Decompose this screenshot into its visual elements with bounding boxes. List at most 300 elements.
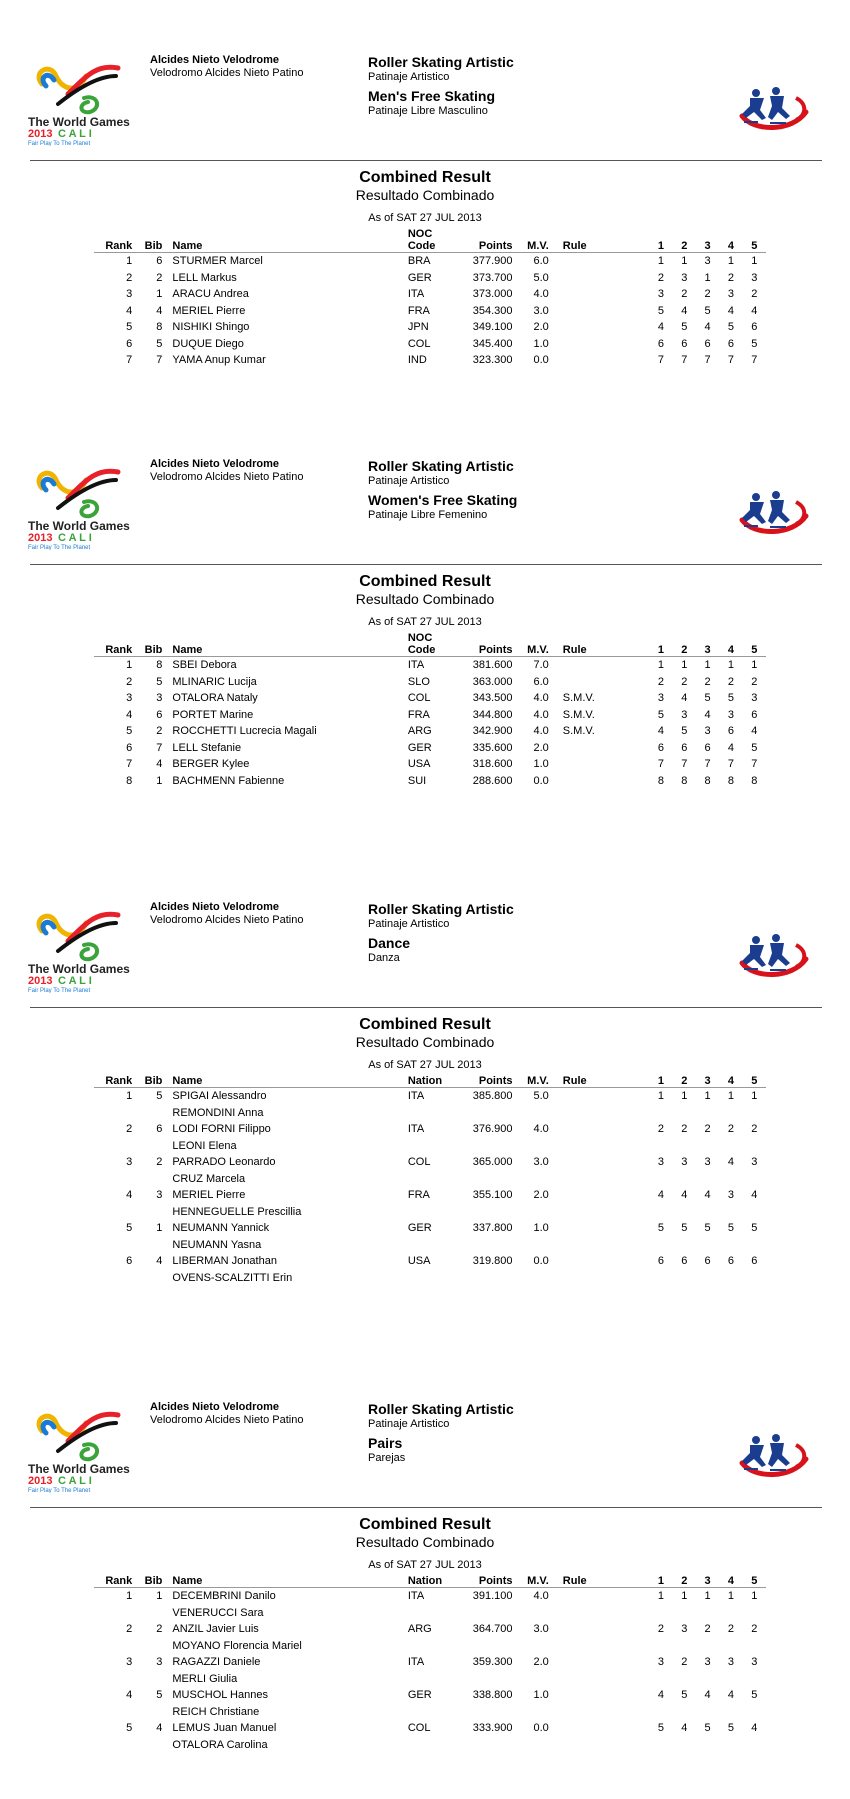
country-cell [408,352,460,369]
judge-2-cell [673,352,696,369]
as-of-date: As of SAT 27 JUL 2013 [368,1559,482,1571]
bib-cell [132,1720,162,1753]
points-cell-value: 319.800 [472,1255,513,1267]
points-cell [460,1154,512,1187]
bib-cell [132,1154,162,1187]
bib-cell-value: 6 [156,1123,163,1135]
judge-5-cell-value: 1 [751,1590,758,1602]
judge-2-cell-value: 6 [681,741,688,754]
rule-cell [563,1121,613,1154]
points-cell [460,723,512,740]
judge-4-cell [719,270,742,287]
name-cell-value: LELL Markus [172,271,237,284]
judge-1-cell [649,1253,672,1286]
judge-5-cell [743,740,766,757]
results-table [94,228,766,369]
venue-name: Alcides Nieto Velodrome [150,1401,279,1413]
name-cell-value: LIBERMAN Jonathan [172,1255,277,1267]
event-block [368,901,514,965]
points-cell [460,674,512,691]
bib-cell-value: 6 [156,708,163,721]
judge-3-cell [696,303,719,320]
rank-cell [94,286,132,303]
judge-3-cell-value: 6 [704,1255,711,1267]
name-cell [162,303,407,320]
judge-5-cell [743,1121,766,1154]
svg-text:2013: 2013 [28,975,53,987]
world-games-logo-icon [28,1401,136,1493]
mv-cell [512,1154,562,1187]
mv-cell [512,1621,562,1654]
judge-2-cell [673,253,696,270]
judge-2-cell-value: 2 [681,675,688,688]
table-row [94,773,766,790]
judge-5-cell-value: 5 [751,337,758,350]
name-cell [162,1154,407,1187]
judge-1-cell-value: 6 [657,337,665,350]
mv-cell-value: 3.0 [533,1156,549,1168]
judge-5-cell-value: 4 [751,1189,758,1201]
name-cell-value: ROCCHETTI Lucrecia Magali [172,725,317,737]
bib-cell [132,723,162,740]
rank-cell [94,336,132,353]
bib-cell [132,253,162,270]
svg-text:C A L I: C A L I [58,975,92,987]
points-cell-value: 391.100 [472,1590,513,1602]
judge-2-cell [673,1654,696,1687]
judge-2-cell-value: 7 [681,354,688,366]
table-row [94,1654,766,1687]
table-row [94,723,766,740]
judge-1-cell [649,1088,672,1122]
country-cell [408,1621,460,1654]
judge-1-cell [649,336,672,353]
judge-2-cell [673,1187,696,1220]
points-cell-value: 337.800 [472,1222,513,1234]
result-title-block [0,168,850,204]
bib-cell [132,690,162,707]
spacer-cell [613,1720,649,1753]
judge-3-cell [696,1687,719,1720]
bib-cell-value: 2 [156,1623,163,1635]
judge-1-cell [649,1220,672,1253]
spacer-cell [613,1220,649,1253]
as-of-date: As of SAT 27 JUL 2013 [368,212,482,224]
mv-cell-value: 2.0 [533,1656,549,1668]
col-judge-1: 1 [657,1575,665,1587]
country-cell [408,1654,460,1687]
name-cell [162,707,407,724]
rule-cell [563,286,613,303]
name-cell-value: LEMUS Juan Manuel [172,1722,277,1734]
rule-cell [563,1720,613,1753]
judge-2-cell-value: 5 [681,1689,688,1701]
points-cell [460,286,512,303]
col-bib: Bib [144,1075,163,1087]
judge-3-cell [696,1220,719,1253]
rank-cell [94,319,132,336]
judge-3-cell-value: 3 [704,1156,711,1168]
col-country: Nation [407,1075,443,1087]
judge-1-cell-value: 1 [657,255,665,267]
col-points: Points [478,1075,513,1087]
judge-4-cell [719,1588,742,1622]
judge-3-cell [696,690,719,707]
judge-3-cell-value: 6 [704,337,711,350]
judge-3-cell [696,352,719,369]
judge-5-cell-value: 1 [751,659,758,671]
judge-2-cell-value: 1 [681,255,688,267]
points-cell [460,336,512,353]
judge-5-cell [743,773,766,790]
bib-cell [132,756,162,773]
country-cell [408,773,460,790]
bib-cell-value: 2 [156,725,163,737]
judge-2-cell [673,319,696,336]
judge-5-cell [743,756,766,773]
event-name-es: Patinaje Libre Masculino [368,105,488,117]
judge-5-cell [743,1154,766,1187]
judge-2-cell-value: 5 [681,725,688,737]
judge-4-cell [719,756,742,773]
mv-cell-value: 5.0 [533,1090,549,1102]
rule-cell [563,723,613,740]
rank-cell [94,707,132,724]
judge-4-cell-value: 2 [727,1623,734,1635]
judge-4-cell [719,1187,742,1220]
country-cell-value: ITA [407,659,425,671]
judge-5-cell [743,303,766,320]
mv-cell-value: 2.0 [533,321,549,333]
name-cell [162,1588,407,1622]
partner-name: CRUZ Marcela [172,1172,246,1185]
judge-3-cell [696,270,719,287]
mv-cell [512,1588,562,1622]
judge-5-cell [743,674,766,691]
col-judge-2: 2 [681,644,688,656]
mv-cell [512,773,562,790]
judge-1-cell-value: 1 [657,659,665,671]
judge-2-cell [673,336,696,353]
judge-4-cell [719,657,742,674]
col-noc-line1: NOC [407,228,433,240]
judge-3-cell-value: 7 [704,758,711,770]
col-name: Name [172,240,203,252]
judge-2-cell-value: 4 [681,692,688,704]
mv-cell [512,1687,562,1720]
country-cell [408,723,460,740]
judge-4-cell [719,303,742,320]
table-row [94,1253,766,1286]
rank-cell [94,756,132,773]
judge-4-cell-value: 6 [727,1255,734,1267]
points-cell [460,657,512,674]
name-cell [162,1621,407,1654]
rank-cell-value: 2 [126,271,133,284]
result-title-es: Resultado Combinado [355,187,495,203]
rule-cell [563,773,613,790]
name-cell-value: STURMER Marcel [172,255,263,267]
roller-skating-federation-logo-icon [736,1433,810,1481]
judge-4-cell-value: 5 [727,1222,734,1234]
judge-3-cell [696,674,719,691]
judge-1-cell-value: 5 [657,708,665,721]
judge-2-cell-value: 2 [681,1656,688,1668]
judge-3-cell-value: 4 [704,708,711,721]
table-header-row [94,228,766,253]
country-cell [408,740,460,757]
bib-cell-value: 5 [156,675,163,688]
table-row [94,1720,766,1753]
points-cell [460,1253,512,1286]
judge-4-cell-value: 7 [727,354,734,366]
table-row [94,1154,766,1187]
points-cell [460,1187,512,1220]
name-cell-value: DECEMBRINI Danilo [172,1590,276,1602]
rule-cell [563,657,613,674]
name-cell [162,1654,407,1687]
judge-1-cell-value: 5 [657,304,665,317]
rule-cell-value: S.M.V. [562,692,595,704]
col-country: Nation [407,1575,443,1587]
judge-5-cell [743,1588,766,1622]
spacer-cell [613,1588,649,1622]
judge-1-cell-value: 3 [657,692,665,704]
partner-name: MERLI Giulia [172,1672,238,1685]
judge-3-cell [696,319,719,336]
name-cell-value: SPIGAI Alessandro [172,1090,267,1102]
bib-cell-value: 4 [156,304,163,317]
spacer-cell [613,1621,649,1654]
judge-5-cell-value: 4 [751,1722,758,1734]
name-cell-value: YAMA Anup Kumar [172,354,266,366]
event-block [368,1401,514,1465]
rank-cell-value: 8 [126,774,133,787]
spacer-cell [613,690,649,707]
points-cell-value: 377.900 [472,255,513,267]
bib-cell-value: 1 [156,288,163,300]
points-cell [460,303,512,320]
mv-cell [512,756,562,773]
judge-2-cell [673,756,696,773]
country-cell [408,690,460,707]
points-cell-value: 335.600 [472,741,513,754]
table-row [94,286,766,303]
judge-3-cell [696,1621,719,1654]
judge-4-cell-value: 8 [727,774,734,787]
name-cell-value: BERGER Kylee [172,758,250,770]
judge-4-cell [719,352,742,369]
mv-cell-value: 1.0 [533,758,549,770]
judge-3-cell-value: 3 [704,255,711,267]
name-cell [162,690,407,707]
rank-cell [94,1720,132,1753]
judge-4-cell-value: 4 [727,1689,734,1701]
event-name: Men's Free Skating [368,88,496,104]
table-row [94,1588,766,1622]
judge-1-cell [649,690,672,707]
judge-2-cell [673,286,696,303]
col-judge-3: 3 [704,644,711,656]
judge-1-cell [649,1654,672,1687]
event-name: Dance [368,935,411,951]
rule-cell [563,1588,613,1622]
table-row [94,1088,766,1122]
judge-3-cell-value: 3 [704,725,711,737]
bib-cell [132,270,162,287]
judge-2-cell [673,1720,696,1753]
judge-4-cell-value: 5 [727,321,734,333]
judge-3-cell-value: 6 [704,741,711,754]
svg-text:C A L I: C A L I [58,1475,92,1487]
judge-2-cell [673,270,696,287]
partner-name: REMONDINI Anna [172,1106,264,1119]
event-name: Pairs [368,1435,403,1451]
partner-name: HENNEGUELLE Prescillia [172,1205,302,1218]
rule-cell [563,352,613,369]
rank-cell [94,773,132,790]
judge-5-cell-value: 2 [751,288,758,300]
country-cell-value: ITA [407,1123,425,1135]
points-cell [460,253,512,270]
country-cell [408,1121,460,1154]
col-bib: Bib [144,1575,163,1587]
judge-2-cell [673,1121,696,1154]
rule-cell [563,1154,613,1187]
judge-4-cell-value: 6 [727,725,734,737]
judge-2-cell [673,690,696,707]
roller-skating-federation-logo-icon [736,490,810,538]
judge-3-cell-value: 4 [704,321,711,333]
spacer-cell [613,1121,649,1154]
judge-2-cell [673,1588,696,1622]
bib-cell-value: 1 [156,1222,163,1234]
judge-5-cell [743,1720,766,1753]
judge-3-cell [696,1588,719,1622]
sport-name: Roller Skating Artistic [368,1401,514,1417]
bib-cell-value: 5 [156,1689,163,1701]
rank-cell-value: 4 [126,304,133,317]
col-mv: M.V. [527,240,549,252]
sport-name: Roller Skating Artistic [368,54,514,70]
rank-cell-value: 4 [126,1689,133,1701]
points-cell-value: 373.700 [472,271,513,284]
judge-4-cell [719,1154,742,1187]
country-cell-value: USA [407,1255,431,1267]
judge-3-cell [696,740,719,757]
points-cell [460,690,512,707]
roller-skating-federation-logo-icon [736,933,810,981]
table-row [94,253,766,270]
country-cell-value: ITA [407,1656,425,1668]
judge-2-cell-value: 3 [681,1623,688,1635]
mv-cell [512,1220,562,1253]
judge-5-cell [743,657,766,674]
judge-4-cell [719,773,742,790]
rank-cell-value: 7 [126,354,133,366]
judge-5-cell [743,723,766,740]
country-cell-value: ITA [407,1590,425,1602]
mv-cell-value: 4.0 [533,288,549,300]
rule-cell [563,319,613,336]
country-cell [408,1154,460,1187]
judge-2-cell [673,657,696,674]
judge-5-cell [743,1187,766,1220]
judge-1-cell [649,723,672,740]
judge-5-cell-value: 6 [751,321,758,333]
judge-4-cell-value: 5 [727,1722,734,1734]
points-cell-value: 364.700 [472,1623,513,1635]
result-title: Combined Result [359,1016,491,1033]
bib-cell-value: 1 [156,774,163,787]
judge-3-cell [696,1654,719,1687]
country-cell [408,303,460,320]
venue-name-es: Velodromo Alcides Nieto Patino [150,914,304,926]
judge-1-cell-value: 1 [657,1090,665,1102]
judge-2-cell-value: 4 [681,1722,688,1734]
points-cell [460,1220,512,1253]
bib-cell-value: 5 [156,337,163,350]
name-cell [162,253,407,270]
judge-5-cell-value: 6 [751,708,758,721]
bib-cell [132,1654,162,1687]
mv-cell [512,303,562,320]
mv-cell [512,1720,562,1753]
mv-cell [512,253,562,270]
col-judge-2: 2 [681,1575,688,1587]
bib-cell [132,1588,162,1622]
bib-cell-value: 4 [156,758,163,770]
col-rule: Rule [562,1075,587,1087]
judge-2-cell [673,1088,696,1122]
spacer-cell [613,1654,649,1687]
bib-cell-value: 3 [156,1656,163,1668]
name-cell [162,657,407,674]
result-title: Combined Result [359,169,491,186]
mv-cell [512,690,562,707]
points-cell [460,319,512,336]
judge-3-cell [696,1253,719,1286]
judge-1-cell-value: 2 [657,675,665,688]
judge-1-cell [649,1588,672,1622]
venue-name: Alcides Nieto Velodrome [150,54,279,66]
name-cell [162,1121,407,1154]
bib-cell [132,1621,162,1654]
mv-cell-value: 4.0 [533,692,549,704]
spacer-cell [613,1187,649,1220]
table-row [94,674,766,691]
country-cell-value: IND [407,354,427,366]
country-cell [408,1720,460,1753]
judge-3-cell-value: 2 [704,288,711,300]
judge-5-cell [743,1088,766,1122]
country-cell-value: SUI [407,774,427,787]
rule-cell [563,740,613,757]
event-block [368,54,514,118]
mv-cell [512,674,562,691]
partner-name: OVENS-SCALZITTI Erin [172,1271,293,1284]
points-cell-value: 373.000 [472,288,513,300]
name-cell [162,1253,407,1286]
roller-skating-federation-logo-icon [736,86,810,134]
name-cell [162,756,407,773]
partner-name: MOYANO Florencia Mariel [172,1639,302,1652]
judge-3-cell [696,1187,719,1220]
judge-4-cell-value: 3 [727,1656,734,1668]
judge-5-cell-value: 4 [751,725,758,737]
judge-2-cell [673,707,696,724]
judge-5-cell-value: 8 [751,774,758,787]
